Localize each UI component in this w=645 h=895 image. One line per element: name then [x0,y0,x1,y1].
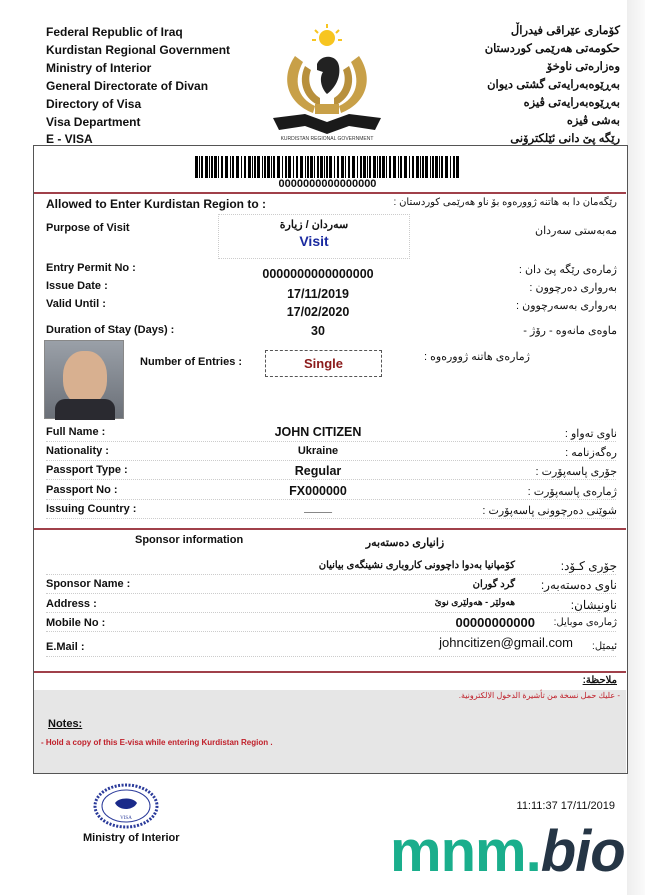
nationality-label: Nationality : [46,445,109,457]
sponsor-title-ku: زانیاری دەستەبەر [365,537,445,549]
full-name-label-ku: ناوی تەواو : [564,428,617,440]
barcode-bar [404,156,407,178]
svg-text:VISA: VISA [120,816,132,821]
header-line: رێگە پێ دانی ئێلكترۆنی [510,133,620,145]
barcode-bar [445,156,448,178]
notes-text: - Hold a copy of this E-visa while entering Kurdistan Region . [41,738,273,747]
barcode-bar [201,156,203,178]
ministry-seal-logo [93,783,159,829]
barcode-bar [369,156,371,178]
header-line: Visa Department [46,115,141,129]
dotted-line [46,631,616,632]
purpose-box [218,214,410,259]
barcode-bar [337,156,339,178]
purpose-value: Visit [299,233,329,249]
sponsor-title: Sponsor information [135,534,244,546]
barcode-bar [248,156,251,178]
sponsor-name-label-ku: ناوی دەستەبەر: [540,578,617,592]
barcode-bar [432,156,434,178]
barcode-bar [357,156,358,178]
notes-title: Notes: [48,718,83,730]
email-label: E.Mail : [46,641,85,653]
barcode-bar [232,156,234,178]
notes-area [34,690,626,773]
email-label-ku: ئیمێل: [592,641,617,652]
passport-type-label: Passport Type : [46,464,128,476]
barcode-bar [310,156,313,178]
barcode-bar [199,156,200,178]
header-line: Directory of Visa [46,97,142,111]
applicant-photo [44,340,124,419]
dotted-line [46,460,616,461]
barcode-bar [363,156,366,178]
barcode-bar [435,156,438,178]
barcode-bar [252,156,253,178]
header-line: حكومەتی هەرێمی كوردستان [484,43,620,55]
barcode-bar [305,156,306,178]
address-value: هەولێر - هەولێری نوێ [434,597,515,607]
dotted-line [46,574,616,575]
barcode-bar [360,156,362,178]
barcode-bar [348,156,350,178]
address-label: Address : [46,598,97,610]
purpose-label-ku: مەبەستی سەردان [535,225,617,237]
mobile-value: 00000000000 [455,615,535,630]
barcode-bar [254,156,256,178]
krg-emblem-logo [265,18,390,143]
barcode-bar [439,156,440,178]
entries-label: Number of Entries : [140,356,243,368]
barcode-bar [453,156,455,178]
header-line: Federal Republic of Iraq [46,25,183,39]
issue-date-value: 17/11/2019 [287,287,349,301]
barcode-bar [334,156,335,178]
barcode-bar [450,156,451,178]
dotted-line [46,593,616,594]
timestamp: 11:11:37 17/11/2019 [516,800,615,812]
sponsor-name-label: Sponsor Name : [46,578,131,590]
header-line: كۆماری عێراقی فیدراڵ [510,25,620,37]
barcode-bar [282,156,283,178]
header-line: Kurdistan Regional Government [46,43,231,57]
dotted-line [46,441,616,442]
barcode-bar [352,156,355,178]
barcode-bar [430,156,431,178]
barcode-bar [257,156,260,178]
barcode-bar [422,156,424,178]
nationality-label-ku: رەگەزنامە : [565,447,617,459]
barcode-bar [373,156,376,178]
purpose-label: Purpose of Visit [46,222,130,234]
barcode-bar [225,156,228,178]
notes-text-ar: - عليك حمل نسخة من تأشيرة الدخول الالكترونية. [458,691,620,700]
duration-value: 30 [311,324,325,338]
barcode-bar [389,156,391,178]
barcode-bar [205,156,208,178]
barcode-bar [409,156,410,178]
barcode-bar [400,156,402,178]
ministry-label: Ministry of Interior [83,832,180,844]
mobile-label-ku: ژمارەی موبایل: [553,617,617,628]
purpose-value-ku: سەردان / زيارة [279,219,349,231]
header-line: E - VISA [46,132,93,146]
issue-date-label: Issue Date : [46,280,108,292]
dotted-line [46,518,616,519]
issuing-country-label-ku: شوێنی دەرچوونی پاسەپۆرت : [482,505,617,517]
valid-until-value: 17/02/2020 [286,305,350,319]
barcode-bar [288,156,291,178]
barcode-bar [221,156,223,178]
barcode-bar [382,156,385,178]
issue-date-label-ku: بەرواری دەرچوون : [529,282,617,294]
barcode-number: 0000000000000000 [278,178,377,190]
duration-label: Duration of Stay (Days) : [46,324,175,336]
barcode-bar [345,156,346,178]
passport-no-label: Passport No : [46,484,118,496]
dotted-line [46,612,616,613]
barcode-bar [307,156,309,178]
issuing-country-label: Issuing Country : [46,503,137,515]
barcode-bar [244,156,246,178]
header-line: بەشی ڤیزە [566,115,620,127]
page-edge [627,0,645,895]
address-label-ku: ناونیشان: [570,598,617,612]
barcode-bar [236,156,239,178]
email-value: johncitizen@gmail.com [439,635,573,650]
valid-until-label: Valid Until : [46,298,106,310]
passport-type-label-ku: جۆری پاسەپۆرت : [535,466,617,478]
barcode-bar [317,156,319,178]
barcode-bar [416,156,419,178]
barcode [195,156,460,178]
issuing-country-value: ____ [304,500,332,514]
barcode-bar [324,156,325,178]
barcode-bar [367,156,368,178]
barcode-bar [379,156,381,178]
barcode-bar [218,156,219,178]
entries-value: Single [265,350,382,377]
barcode-bar [412,156,414,178]
barcode-bar [393,156,396,178]
header-line: وەزارەتی ناوخۆ [546,61,620,73]
entry-permit-value: 0000000000000000 [262,267,374,281]
passport-type-value: Regular [294,464,342,478]
barcode-bar [271,156,272,178]
header-line: بەڕێوەبەرایەتی ڤیزە [523,97,620,109]
header-line: General Directorate of Divan [46,79,209,93]
dotted-line [46,479,616,480]
barcode-bar [425,156,428,178]
sponsor-name-value: گرد گوران [472,579,515,590]
nationality-value: Ukraine [297,445,339,457]
barcode-bar [300,156,303,178]
barcode-bar [341,156,344,178]
barcode-bar [398,156,399,178]
full-name-value: JOHN CITIZEN [274,425,362,439]
passport-no-label-ku: ژمارەی پاسەپۆرت : [527,486,617,498]
barcode-bar [441,156,443,178]
barcode-bar [386,156,387,178]
passport-no-value: FX000000 [289,484,347,498]
header-line: بەڕێوەبەرایەتی گشتی دیوان [487,79,620,91]
barcode-bar [211,156,213,178]
barcode-bar [326,156,328,178]
barcode-bar [273,156,275,178]
watermark [390,819,625,884]
entry-permit-label-ku: ژمارەی رێگە پێ دان : [518,264,617,276]
entries-label-ku: ژمارەی هاتنە ژوورەوە : [424,351,530,363]
full-name-label: Full Name : [46,426,106,438]
watermark-part1: mnm. [390,819,541,884]
svg-text:KURDISTAN REGIONAL GOVERNMENT: KURDISTAN REGIONAL GOVERNMENT [280,136,374,142]
barcode-bar [377,156,378,178]
duration-label-ku: ماوەی مانەوە - رۆژ - [523,325,617,337]
barcode-bar [320,156,323,178]
company-type-label-ku: جۆری كـۆد: [560,559,617,573]
company-type-value: كۆمپانیا بەدوا داچوونی كاروباری نشینگەی بیانیان [318,560,515,571]
allowed-label-ku: رێگەمان دا بە هاتنە ژوورەوە بۆ ناو هەرێمی كوردستان : [393,197,617,208]
dotted-line [46,656,616,657]
divider [34,192,626,194]
barcode-bar [293,156,294,178]
allowed-label: Allowed to Enter Kurdistan Region to : [46,197,266,211]
barcode-bar [296,156,298,178]
barcode-bar [314,156,315,178]
header-line: Ministry of Interior [46,61,152,75]
barcode-bar [264,156,266,178]
barcode-bar [195,156,198,178]
divider [34,671,626,673]
barcode-bar [456,156,459,178]
barcode-bar [420,156,421,178]
barcode-bar [262,156,263,178]
barcode-bar [329,156,332,178]
barcode-bar [285,156,287,178]
barcode-bar [277,156,280,178]
barcode-bar [267,156,270,178]
barcode-bar [209,156,210,178]
divider [34,528,626,530]
barcode-bar [230,156,231,178]
barcode-bar [241,156,242,178]
valid-until-label-ku: بەرواری بەسەرچوون : [516,300,617,312]
watermark-part2: bio [540,819,625,884]
entry-permit-label: Entry Permit No : [46,262,136,274]
barcode-bar [214,156,217,178]
notes-title-ar: ملاحظة: [582,675,617,686]
mobile-label: Mobile No : [46,617,106,629]
